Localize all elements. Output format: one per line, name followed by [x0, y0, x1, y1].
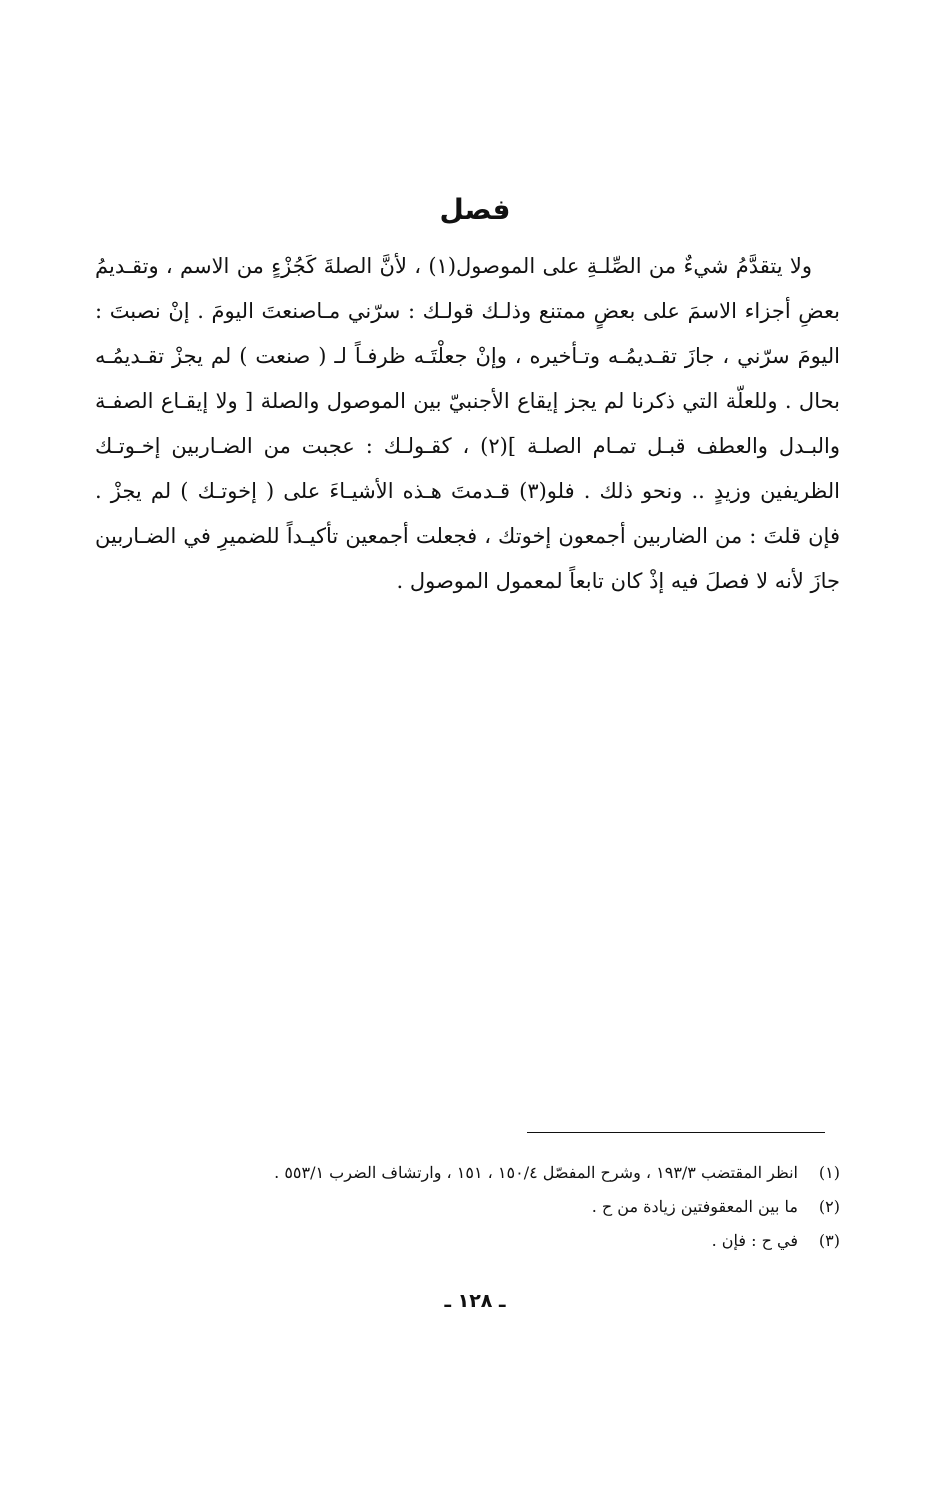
footnote-separator — [527, 1132, 825, 1133]
footnote-item — [200, 1190, 840, 1224]
footnote-marker: (٣) — [818, 1231, 840, 1250]
body-line: والبـدل والعطف قبـل تمـام الصلـة ](٢) ، كقـولـك : عجبت من الضـاربين إخـوتـك — [95, 434, 840, 458]
footnotes — [200, 1156, 840, 1258]
section-heading: فصل — [439, 193, 511, 226]
page-number: ـ ١٢٨ ـ — [444, 1290, 506, 1312]
footnote-item — [200, 1224, 840, 1258]
body-line: بحال . وللعلّة التي ذكرنا لم يجز إيقاع الأجنبيّ بين الموصول والصلة [ ولا إيقـاع الصفـة — [95, 389, 840, 413]
footnote-item — [200, 1156, 840, 1190]
body-line: جازَ لأنه لا فصلَ فيه إذْ كان تابعاً لمعمول الموصول . — [396, 569, 840, 593]
body-line: بعضِ أجزاء الاسمَ على بعضٍ ممتنع وذلـك قولـك : سرّني مـاصنعتَ اليومَ . إنْ نصبتَ : — [95, 299, 840, 323]
body-line: فإن قلتَ : من الضاربين أجمعون إخوتك ، فجعلت أجمعين تأكيـداً للضميرِ في الضـاربين — [95, 524, 840, 548]
body-paragraph — [95, 244, 840, 604]
footnote-text: ما بين المعقوفتين زيادة من ح . — [591, 1197, 798, 1216]
body-line: الظريفين وزيدٍ .. ونحو ذلك . فلو(٣) قـدمتَ هـذه الأشيـاءَ على ( إخوتـك ) لم يجزْ . — [95, 479, 840, 503]
footnote-marker: (٢) — [818, 1197, 840, 1216]
footnote-text: انظر المقتضب ١٩٣/٣ ، وشرح المفصّل ١٥٠/٤ ، ١٥١ ، وارتشاف الضرب ٥٥٣/١ . — [274, 1163, 798, 1182]
footnote-text: في ح : فإن . — [711, 1231, 798, 1250]
body-line: اليومَ سرّني ، جازَ تقـديمُـه وتـأخيره ، وإنْ جعلْتَـه ظرفـاً لـ ( صنعت ) لم يجزْ تقـديمُـه — [95, 344, 840, 368]
body-line: ولا يتقدَّمُ شيءٌ من الصِّلـةِ على الموصول(١) ، لأنَّ الصلةَ كَجُزْءٍ من الاسم ، وتقـديمُ — [95, 254, 812, 278]
footnote-marker: (١) — [818, 1163, 840, 1182]
